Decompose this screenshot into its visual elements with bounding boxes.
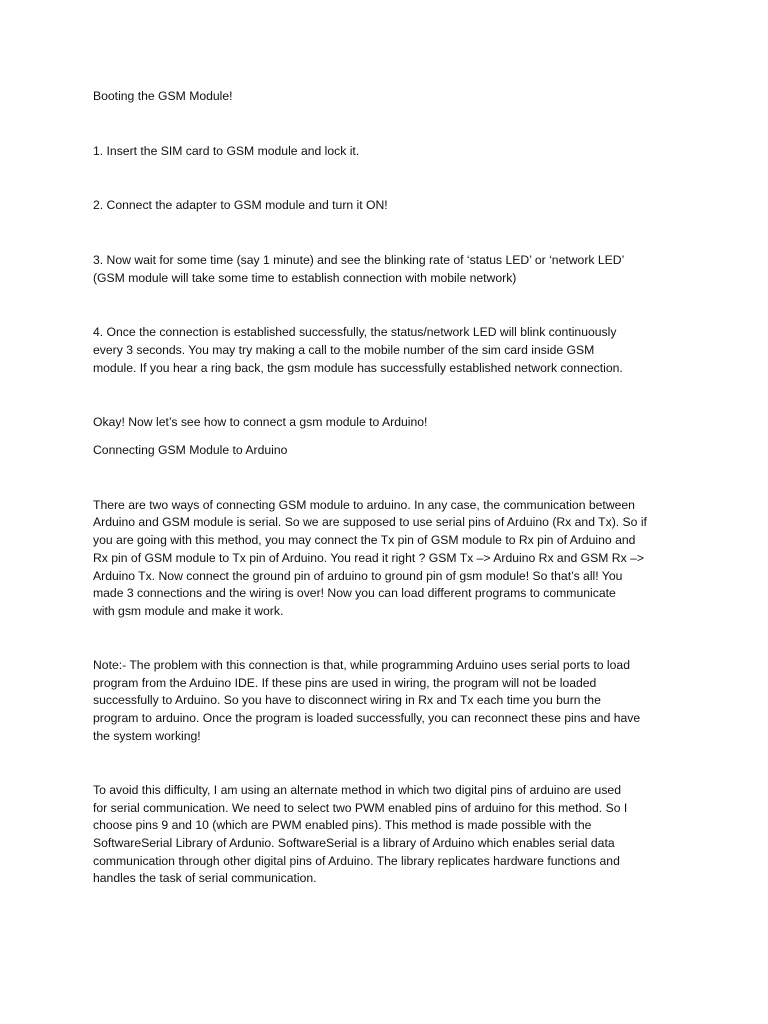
section-heading-connecting: Connecting GSM Module to Arduino (93, 443, 288, 457)
paragraph-line: SoftwareSerial Library of Ardunio. SoftwareSerial is a library of Arduino which enables serial data (93, 836, 615, 850)
paragraph-line: To avoid this difficulty, I am using an alternate method in which two digital pins of arduino are used (93, 783, 621, 797)
step-4-line: every 3 seconds. You may try making a call to the mobile number of the sim card inside GSM (93, 343, 595, 357)
paragraph-line: Arduino Tx. Now connect the ground pin of arduino to ground pin of gsm module! So that’s all! You (93, 569, 623, 583)
paragraph-line: There are two ways of connecting GSM module to arduino. In any case, the communication between (93, 498, 635, 512)
paragraph-line: for serial communication. We need to select two PWM enabled pins of arduino for this method. So I (93, 801, 628, 815)
paragraph-line: choose pins 9 and 10 (which are PWM enabled pins). This method is made possible with the (93, 818, 592, 832)
paragraph-line: the system working! (93, 729, 201, 743)
paragraph-line: made 3 connections and the wiring is over! Now you can load different programs to communicate (93, 586, 616, 600)
paragraph-line: program to arduino. Once the program is loaded successfully, you can reconnect these pins and have (93, 711, 641, 725)
paragraph-line: communication through other digital pins of Arduino. The library replicates hardware functions and (93, 854, 620, 868)
paragraph-line: you are going with this method, you may connect the Tx pin of GSM module to Rx pin of Arduino and (93, 533, 636, 547)
step-2: 2. Connect the adapter to GSM module and turn it ON! (93, 198, 388, 212)
step-3-line: (GSM module will take some time to establish connection with mobile network) (93, 271, 517, 285)
paragraph-line: program from the Arduino IDE. If these pins are used in wiring, the program will not be loaded (93, 676, 597, 690)
step-4-line: module. If you hear a ring back, the gsm module has successfully established network connection. (93, 361, 623, 375)
paragraph-line: handles the task of serial communication. (93, 871, 317, 885)
paragraph-line: Rx pin of GSM module to Tx pin of Arduino. You read it right ? GSM Tx –> Arduino Rx and GSM Rx –> (93, 551, 644, 565)
paragraph-line: successfully to Arduino. So you have to disconnect wiring in Rx and Tx each time you burn the (93, 693, 601, 707)
section-heading-booting: Booting the GSM Module! (93, 89, 233, 103)
intro-connect: Okay! Now let’s see how to connect a gsm module to Arduino! (93, 415, 428, 429)
step-1: 1. Insert the SIM card to GSM module and lock it. (93, 144, 360, 158)
paragraph-line: Arduino and GSM module is serial. So we are supposed to use serial pins of Arduino (Rx and Tx). So if (93, 515, 647, 529)
step-4-line: 4. Once the connection is established successfully, the status/network LED will blink continuously (93, 325, 617, 339)
step-3-line: 3. Now wait for some time (say 1 minute) and see the blinking rate of ‘status LED’ or ‘network LED’ (93, 253, 625, 267)
paragraph-line: with gsm module and make it work. (93, 604, 284, 618)
paragraph-line: Note:- The problem with this connection is that, while programming Arduino uses serial ports to load (93, 658, 630, 672)
